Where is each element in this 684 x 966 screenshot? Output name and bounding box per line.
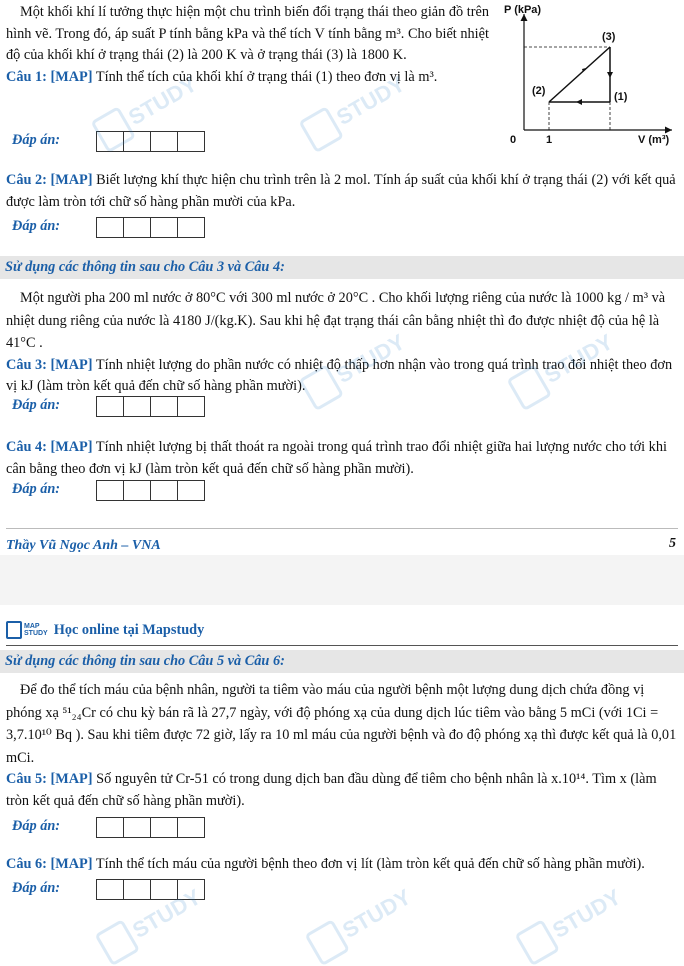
page-gap <box>0 555 684 605</box>
question-2-text: Biết lượng khí thực hiện chu trình trên là 2 mol. Tính áp suất của khối khí ở trạng thái (2) với kết quả được làm tròn tới chữ số hàng phần mười của kPa. <box>6 172 676 210</box>
answer-boxes-2[interactable] <box>96 217 204 238</box>
y-axis-label: P (kPa) <box>504 4 542 16</box>
question-2-block <box>6 170 678 213</box>
question-4-label: Câu 4: [MAP] <box>6 439 93 455</box>
answer-label: Đáp án: <box>12 481 61 497</box>
problem-intro <box>6 2 494 88</box>
answer-label: Đáp án: <box>12 879 61 896</box>
answer-boxes-6[interactable] <box>96 879 204 900</box>
x-axis-label: V (m³) <box>638 134 670 146</box>
footer-author: Thầy Vũ Ngọc Anh – VNA <box>6 538 161 553</box>
info-3-4-block <box>6 287 678 398</box>
question-5 <box>6 769 678 812</box>
origin-label: 0 <box>510 134 517 146</box>
answer-boxes-3[interactable] <box>96 396 204 417</box>
answer-label: Đáp án: <box>12 218 61 234</box>
answer-label: Đáp án: <box>12 818 61 834</box>
answer-row-6 <box>0 878 684 902</box>
question-1-label: Câu 1: [MAP] <box>6 68 93 85</box>
watermark: STUDY <box>304 880 418 966</box>
question-6-block <box>0 840 684 876</box>
answer-boxes-5[interactable] <box>96 817 204 838</box>
question-5-text: Số nguyên tử Cr-51 có trong dung dịch ban đầu dùng để tiêm cho bệnh nhân là x.10¹⁴. Tìm x (làm tròn kết quả đến chữ số hàng phần mười). <box>6 771 657 809</box>
question-6 <box>6 854 678 876</box>
x-tick-label: 1 <box>546 134 553 146</box>
question-3 <box>6 355 678 398</box>
state-1-label: (1) <box>614 91 628 103</box>
answer-row-3 <box>0 395 300 419</box>
watermark: STUDY <box>90 67 204 153</box>
watermark: STUDY <box>298 67 412 153</box>
answer-boxes-4[interactable] <box>96 480 204 501</box>
page-footer <box>6 536 678 556</box>
question-4-block <box>6 437 678 480</box>
question-6-text: Tính thể tích máu của người bệnh theo đơn vị lít (làm tròn kết quả đến chữ số hàng phần mười). <box>95 856 645 872</box>
document-page-6 <box>0 605 684 953</box>
logo-mark-icon <box>6 621 22 639</box>
question-6-label: Câu 6: [MAP] <box>6 856 93 872</box>
question-2-label: Câu 2: [MAP] <box>6 172 93 188</box>
section-header-5-6: Sử dụng các thông tin sau cho Câu 5 và Câu 6: <box>0 650 684 673</box>
answer-row-2 <box>0 216 300 240</box>
logo-text: MAP STUDY <box>24 623 48 637</box>
answer-boxes-1[interactable] <box>96 131 204 152</box>
watermark: STUDY <box>94 880 208 966</box>
answer-row-5 <box>0 816 684 840</box>
answer-label: Đáp án: <box>12 397 61 413</box>
process-2-3 <box>549 47 610 102</box>
section-header-3-4: Sử dụng các thông tin sau cho Câu 3 và Câu 4: <box>0 256 684 279</box>
mapstudy-logo <box>6 621 48 639</box>
pv-diagram <box>502 2 682 152</box>
info-5-6-text: Để đo thể tích máu của bệnh nhân, người ta tiêm vào máu của người bệnh một lượng dung dịch chứa đồng vị phóng xạ ⁵¹₂₄Cr có chu kỳ bán rã là 27,7 ngày, với độ phóng xạ của dung dịch lúc tiêm vào bằng 5 mCi (với 1Ci = 3,7.10¹⁰ Bq ). Sau khi tiêm được 72 giờ, lấy ra 10 ml máu của người bệnh và đo độ phóng xạ thì được kết quả là 0,01 mCi. <box>6 682 677 766</box>
watermark: STUDY <box>514 880 628 966</box>
question-5-label: Câu 5: [MAP] <box>6 771 93 787</box>
footer-page-number: 5 <box>669 536 676 551</box>
arrow-1-2 <box>576 99 582 105</box>
intro-text: Một khối khí lí tưởng thực hiện một chu trình biến đổi trạng thái theo giản đồ trên hình vẽ. Trong đó, áp suất P tính bằng kPa và thể tích V tính bằng m³. Cho biết nhiệt độ của khối khí ở trạng thái (2) là 200 K và ở trạng thái (3) là 1800 K. <box>6 4 489 63</box>
footer-divider <box>6 528 678 529</box>
question-1 <box>6 67 494 89</box>
answer-label: Đáp án: <box>12 132 61 148</box>
answer-row-1 <box>0 130 300 154</box>
info-3-4-text: Một người pha 200 ml nước ở 80°C với 300 ml nước ở 20°C . Cho khối lượng riêng của nước là 1000 kg / m³ và nhiệt dung riêng của nước là 4180 J/(kg.K). Sau khi hệ đạt trạng thái cân bằng nhiệt thì đo được nhiệt độ của hệ là 41°C . <box>6 290 666 351</box>
answer-row-4 <box>0 479 300 503</box>
header-title: Học online tại Mapstudy <box>53 621 205 638</box>
page-header <box>0 605 684 645</box>
header-divider <box>6 645 678 646</box>
question-4 <box>6 437 678 480</box>
question-1-text: Tính thể tích của khối khí ở trạng thái (1) theo đơn vị là m³. <box>95 68 438 85</box>
question-2 <box>6 170 678 213</box>
state-3-label: (3) <box>602 31 616 43</box>
info-5-6-block <box>0 673 684 812</box>
watermark: STUDY <box>298 325 412 411</box>
question-3-label: Câu 3: [MAP] <box>6 356 93 373</box>
question-3-text: Tính nhiệt lượng do phần nước có nhiệt độ thấp hơn nhận vào trong quá trình trao đổi nhiệt theo đơn vị kJ (làm tròn kết quả đến chữ số hàng phần mười). <box>6 356 673 394</box>
arrow-3-1 <box>607 72 613 78</box>
watermark: STUDY <box>506 325 620 411</box>
question-4-text: Tính nhiệt lượng bị thất thoát ra ngoài trong quá trình trao đổi nhiệt giữa hai lượng nước cho tới khi cân bằng theo đơn vị kJ (làm tròn kết quả đến chữ số hàng phần mười). <box>6 439 667 477</box>
state-2-label: (2) <box>532 85 546 97</box>
